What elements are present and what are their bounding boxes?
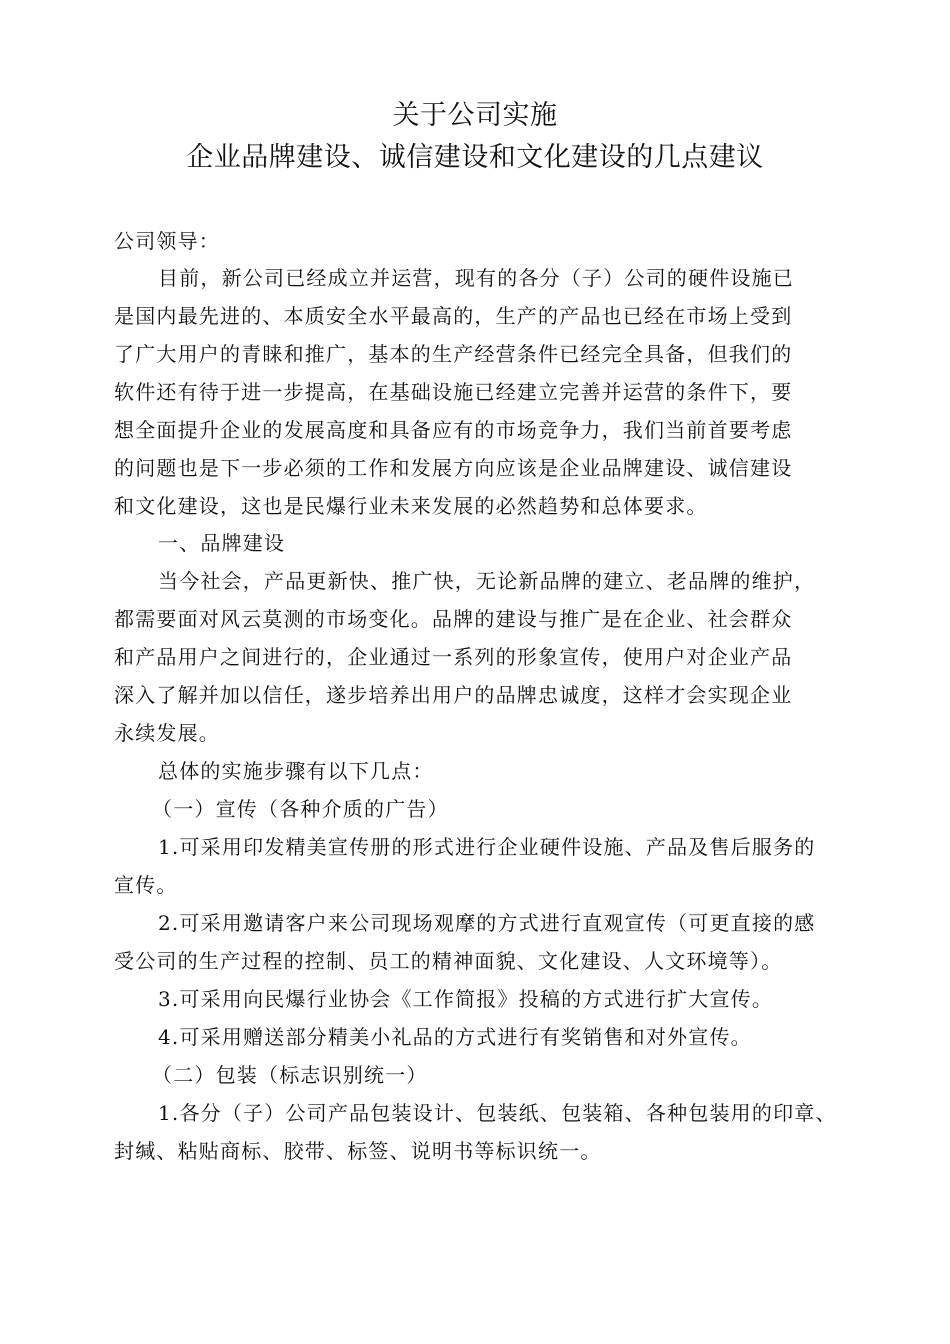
document-title-line-2: 企业品牌建设、诚信建设和文化建设的几点建议 [186, 142, 764, 173]
list-item-line: 封缄、粘贴商标、胶带、标签、说明书等标识统一。 [114, 1139, 602, 1163]
paragraph-line: 深入了解并加以信任，遂步培养出用户的品牌忠诚度，这样才会实现企业 [114, 683, 793, 707]
list-item-line: 2.可采用邀请客户来公司现场观摩的方式进行直观宣传（可更直接的感 [158, 911, 816, 935]
subsection-heading: （一）宣传（各种介质的广告） [152, 797, 449, 821]
paragraph-line: 和文化建设，这也是民爆行业未来发展的必然趋势和总体要求。 [114, 494, 708, 518]
paragraph-line: 想全面提升企业的发展高度和具备应有的市场竞争力，我们当前首要考虑 [114, 418, 793, 442]
list-item-line: 宣传。 [114, 873, 178, 897]
document-title-line-1: 关于公司实施 [392, 100, 558, 131]
list-item-line: 4.可采用赠送部分精美小礼品的方式进行有奖销售和对外宣传。 [158, 1025, 752, 1049]
list-item-line: 受公司的生产过程的控制、员工的精神面貌、文化建设、人文环境等）。 [114, 949, 783, 973]
list-item-line: 1.可采用印发精美宣传册的形式进行企业硬件设施、产品及售后服务的 [158, 835, 816, 859]
subsection-heading: （二）包装（标志识别统一） [152, 1063, 428, 1087]
salutation: 公司领导： [114, 229, 220, 253]
section-heading: 一、品牌建设 [158, 531, 286, 555]
list-item-line: 1.各分（子）公司产品包装设计、包装纸、包装箱、各种包装用的印章、 [158, 1101, 837, 1125]
steps-intro: 总体的实施步骤有以下几点： [158, 759, 434, 783]
paragraph-line: 永续发展。 [114, 721, 220, 745]
paragraph-line: 都需要面对风云莫测的市场变化。品牌的建设与推广是在企业、社会群众 [114, 607, 793, 631]
paragraph-line: 了广大用户的青睐和推广，基本的生产经营条件已经完全具备，但我们的 [114, 342, 793, 366]
paragraph-line: 软件还有待于进一步提高，在基础设施已经建立完善并运营的条件下，要 [114, 380, 793, 404]
paragraph-line: 当今社会，产品更新快、推广快，无论新品牌的建立、老品牌的维护， [158, 569, 816, 593]
paragraph-line: 是国内最先进的、本质安全水平最高的，生产的产品也已经在市场上受到 [114, 304, 793, 328]
list-item-line: 3.可采用向民爆行业协会《工作简报》投稿的方式进行扩大宣传。 [158, 987, 774, 1011]
paragraph-line: 目前，新公司已经成立并运营，现有的各分（子）公司的硬件设施已 [158, 266, 794, 290]
paragraph-line: 的问题也是下一步必须的工作和发展方向应该是企业品牌建设、诚信建设 [114, 456, 793, 480]
paragraph-line: 和产品用户之间进行的，企业通过一系列的形象宣传，使用户对企业产品 [114, 645, 793, 669]
